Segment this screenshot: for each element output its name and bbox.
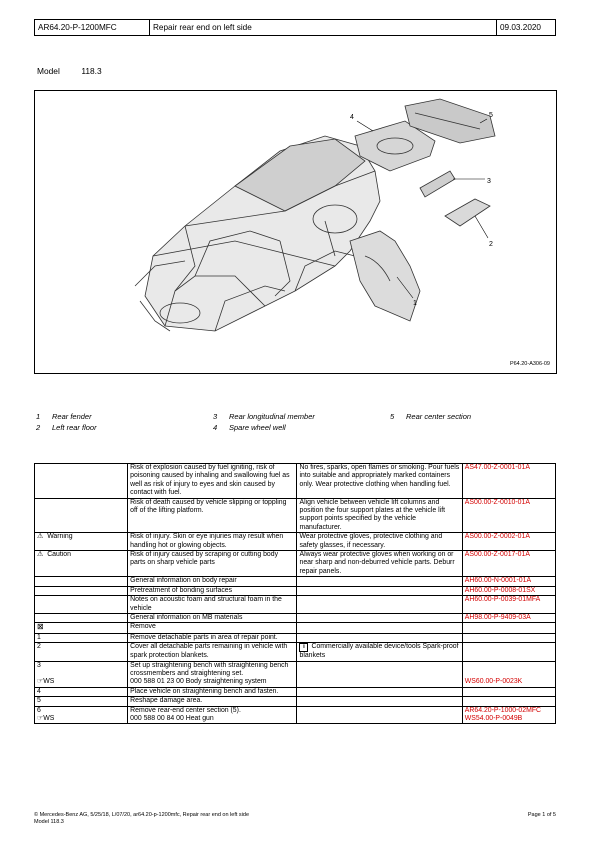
legend-item: 1 Rear fender bbox=[36, 412, 92, 421]
callout-1: 1 bbox=[413, 300, 417, 307]
page-number: Page 1 of 5 bbox=[527, 812, 556, 818]
table-row: Risk of explosion caused by fuel igniting, risk of poisoning caused by inhaling and swallowing fuel as well as risk of injury to eyes and skin caused by contact with fuel. No fires, sparks, open flames or smoking. Pour fuels into suitable and appropriately marked containers only. Wear protective clothing when handling fuel. AS47.00-Z-0001-01A bbox=[35, 464, 556, 499]
doc-link[interactable]: AH98.00-P-9409-03A bbox=[462, 613, 555, 622]
doc-link[interactable]: AS00.00-Z-0002-01A bbox=[462, 533, 555, 551]
doc-link[interactable]: AH60.00-P-0039-01MFA bbox=[462, 596, 555, 614]
doc-link[interactable]: AR64.20-P-1000-02MFC bbox=[464, 706, 542, 714]
callout-5: 5 bbox=[489, 112, 493, 119]
warning-triangle-icon: ⚠ bbox=[37, 551, 44, 559]
legend-item: 4 Spare wheel well bbox=[213, 423, 286, 432]
doc-link[interactable]: WS60.00-P-0023K bbox=[462, 661, 555, 687]
doc-link[interactable]: AS00.00-Z-0017-01A bbox=[462, 551, 555, 577]
remove-icon: ⊠ bbox=[37, 622, 44, 632]
table-row: 1 Remove detachable parts in area of repair point. bbox=[35, 633, 556, 642]
footer-copyright: © Mercedes-Benz AG, 5/25/18, L/07/20, ar64.20-p-1200mfc, Repair rear end on left side bbox=[34, 812, 250, 818]
model-label: Model bbox=[37, 66, 60, 76]
table-row: 2 Cover all detachable parts remaining in vehicle with spark protection blankets. i Commercially available device/tools Spark-proof blankets bbox=[35, 643, 556, 661]
table-row: ⊠ Remove bbox=[35, 623, 556, 633]
doc-link[interactable]: AS00.00-Z-0010-01A bbox=[462, 498, 555, 533]
footer bbox=[34, 812, 556, 826]
legend-item: 3 Rear longitudinal member bbox=[213, 412, 315, 421]
table-row: General information on MB materials AH98.00-P-9409-03A bbox=[35, 613, 556, 622]
doc-id: AR64.20-P-1200MFC bbox=[35, 20, 150, 36]
doc-link[interactable]: WS54.00-P-0049B bbox=[464, 714, 523, 722]
instructions-table bbox=[34, 463, 556, 724]
table-row: 3 ☞WS Set up straightening bench with straightening bench crossmembers and straightening set. 000 588 01 23 00 Body straightening system WS60.00-P-0023K bbox=[35, 661, 556, 687]
body-shell-illustration bbox=[35, 91, 556, 373]
footer-model: Model 118.3 bbox=[34, 819, 64, 825]
doc-link[interactable]: AS47.00-Z-0001-01A bbox=[462, 464, 555, 499]
figure-reference: P64.20-A306-09 bbox=[509, 361, 550, 367]
doc-link[interactable]: AH60.00-N-0001-01A bbox=[462, 577, 555, 586]
table-row: Notes on acoustic foam and structural foam in the vehicle AH60.00-P-0039-01MFA bbox=[35, 596, 556, 614]
workshop-equipment-icon: ☞ bbox=[37, 677, 44, 685]
callout-4: 4 bbox=[350, 114, 354, 121]
doc-title: Repair rear end on left side bbox=[150, 20, 497, 36]
model-value: 118.3 bbox=[81, 66, 102, 76]
table-row: ⚠ Caution Risk of injury caused by scraping or cutting body parts on sharp vehicle parts Always wear protective gloves when working on or near sharp and non-deburred vehicle parts. Deburr repair panels. AS00.00-Z-0017-01A bbox=[35, 551, 556, 577]
callout-2: 2 bbox=[489, 241, 493, 248]
table-row: 4 Place vehicle on straightening bench and fasten. bbox=[35, 687, 556, 696]
table-row: 5 Reshape damage area. bbox=[35, 697, 556, 706]
doc-link[interactable]: AH60.00-P-0008-01SX bbox=[462, 586, 555, 595]
vehicle-body-figure bbox=[34, 90, 557, 374]
legend-item: 5 Rear center section bbox=[390, 412, 472, 421]
doc-date: 09.03.2020 bbox=[497, 20, 556, 36]
table-row: General information on body repair AH60.00-N-0001-01A bbox=[35, 577, 556, 586]
workshop-equipment-icon: ☞ bbox=[37, 714, 44, 722]
warning-triangle-icon: ⚠ bbox=[37, 533, 44, 541]
header-table bbox=[34, 19, 556, 36]
model-line bbox=[37, 66, 102, 76]
legend-item: 2 Left rear floor bbox=[36, 423, 97, 432]
table-row: ⚠ Warning Risk of injury. Skin or eye injuries may result when handling hot or glowing objects. Wear protective gloves, protective clothing and safety glasses, if necessary. AS00.00-Z-0002-01A bbox=[35, 533, 556, 551]
info-icon: i bbox=[299, 643, 308, 652]
callout-3: 3 bbox=[487, 178, 491, 185]
table-row: Risk of death caused by vehicle slipping or toppling off of the lifting platform. Align vehicle between vehicle lift columns and position the four support plates at the vehicle lift support points specified by the vehicle manufacturer. AS00.00-Z-0010-01A bbox=[35, 498, 556, 533]
table-row: Pretreatment of bonding surfaces AH60.00-P-0008-01SX bbox=[35, 586, 556, 595]
table-row: 6 ☞WS Remove rear-end center section (5). 000 588 00 84 00 Heat gun AR64.20-P-1000-02MFC WS54.00-P-0049B bbox=[35, 706, 556, 724]
